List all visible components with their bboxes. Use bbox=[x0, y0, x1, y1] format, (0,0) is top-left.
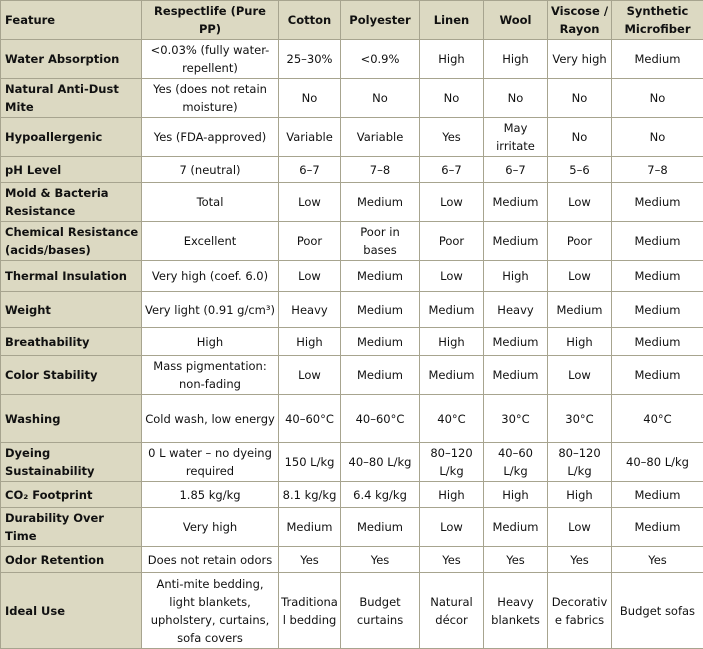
header-wool: Wool bbox=[484, 1, 548, 40]
row-label: pH Level bbox=[1, 157, 142, 183]
table-cell: Low bbox=[279, 183, 341, 222]
table-cell: 6.4 kg/kg bbox=[341, 482, 420, 508]
table-cell: Medium bbox=[612, 482, 703, 508]
table-cell: Low bbox=[548, 356, 612, 395]
table-cell: Medium bbox=[548, 292, 612, 328]
table-cell: Medium bbox=[484, 356, 548, 395]
table-cell: 8.1 kg/kg bbox=[279, 482, 341, 508]
table-cell: Medium bbox=[341, 356, 420, 395]
table-cell: Heavy bbox=[279, 292, 341, 328]
row-label: Weight bbox=[1, 292, 142, 328]
header-polyester: Polyester bbox=[341, 1, 420, 40]
table-cell: Very high bbox=[142, 508, 279, 547]
table-cell: Budget sofas bbox=[612, 573, 703, 649]
table-cell: Medium bbox=[612, 261, 703, 292]
table-cell: Low bbox=[548, 261, 612, 292]
table-cell: 7 (neutral) bbox=[142, 157, 279, 183]
row-label: Odor Retention bbox=[1, 547, 142, 573]
table-row bbox=[1, 40, 703, 79]
table-cell: Yes bbox=[341, 547, 420, 573]
table-cell: 6–7 bbox=[484, 157, 548, 183]
table-cell: Total bbox=[142, 183, 279, 222]
table-row bbox=[1, 356, 703, 395]
table-cell: High bbox=[548, 328, 612, 356]
header-cotton: Cotton bbox=[279, 1, 341, 40]
table-row bbox=[1, 482, 703, 508]
table-cell: <0.9% bbox=[341, 40, 420, 79]
table-cell: Variable bbox=[279, 118, 341, 157]
row-label: Color Stability bbox=[1, 356, 142, 395]
table-cell: Low bbox=[420, 183, 484, 222]
table-cell: Natural décor bbox=[420, 573, 484, 649]
table-cell: Poor bbox=[420, 222, 484, 261]
table-cell: Low bbox=[548, 183, 612, 222]
table-cell: 5–6 bbox=[548, 157, 612, 183]
table-cell: 80–120 L/kg bbox=[420, 443, 484, 482]
table-cell: 40–60°C bbox=[341, 395, 420, 443]
table-row bbox=[1, 292, 703, 328]
table-cell: Very high bbox=[548, 40, 612, 79]
table-cell: Heavy blankets bbox=[484, 573, 548, 649]
table-cell: No bbox=[612, 118, 703, 157]
table-cell: Medium bbox=[612, 356, 703, 395]
table-cell: Decorative fabrics bbox=[548, 573, 612, 649]
table-cell: 1.85 kg/kg bbox=[142, 482, 279, 508]
table-cell: Mass pigmentation: non-fading bbox=[142, 356, 279, 395]
row-label: Natural Anti-Dust Mite bbox=[1, 79, 142, 118]
table-row bbox=[1, 157, 703, 183]
table-cell: Very light (0.91 g/cm³) bbox=[142, 292, 279, 328]
table-cell: High bbox=[420, 40, 484, 79]
table-cell: Yes bbox=[420, 547, 484, 573]
row-label: Dyeing Sustainability bbox=[1, 443, 142, 482]
header-respectlife: Respectlife (Pure PP) bbox=[142, 1, 279, 40]
table-cell: High bbox=[484, 482, 548, 508]
table-row bbox=[1, 183, 703, 222]
table-cell: No bbox=[341, 79, 420, 118]
table-row bbox=[1, 118, 703, 157]
table-cell: Poor bbox=[548, 222, 612, 261]
table-cell: Medium bbox=[612, 183, 703, 222]
table-cell: Low bbox=[420, 261, 484, 292]
table-cell: Yes bbox=[548, 547, 612, 573]
table-cell: Heavy bbox=[484, 292, 548, 328]
table-cell: Medium bbox=[420, 356, 484, 395]
table-row bbox=[1, 573, 703, 649]
header-viscose: Viscose / Rayon bbox=[548, 1, 612, 40]
table-cell: Medium bbox=[612, 328, 703, 356]
table-cell: Low bbox=[279, 261, 341, 292]
table-cell: 40°C bbox=[420, 395, 484, 443]
table-row bbox=[1, 508, 703, 547]
table-cell: 6–7 bbox=[279, 157, 341, 183]
table-cell: Medium bbox=[484, 222, 548, 261]
table-cell: No bbox=[612, 79, 703, 118]
table-cell: Medium bbox=[612, 40, 703, 79]
table-cell: Does not retain odors bbox=[142, 547, 279, 573]
table-cell: 0 L water – no dyeing required bbox=[142, 443, 279, 482]
row-label: Breathability bbox=[1, 328, 142, 356]
table-cell: Medium bbox=[612, 292, 703, 328]
table-cell: Cold wash, low energy bbox=[142, 395, 279, 443]
table-cell: High bbox=[548, 482, 612, 508]
table-cell: 80–120 L/kg bbox=[548, 443, 612, 482]
table-cell: High bbox=[420, 328, 484, 356]
table-cell: Low bbox=[420, 508, 484, 547]
table-cell: High bbox=[279, 328, 341, 356]
table-cell: Medium bbox=[341, 292, 420, 328]
table-cell: Medium bbox=[341, 328, 420, 356]
table-cell: 30°C bbox=[484, 395, 548, 443]
table-cell: Medium bbox=[612, 222, 703, 261]
table-cell: No bbox=[420, 79, 484, 118]
table-cell: 7–8 bbox=[341, 157, 420, 183]
table-cell: Medium bbox=[279, 508, 341, 547]
table-cell: Medium bbox=[341, 183, 420, 222]
table-cell: Medium bbox=[420, 292, 484, 328]
table-cell: Medium bbox=[341, 261, 420, 292]
header-linen: Linen bbox=[420, 1, 484, 40]
table-row bbox=[1, 395, 703, 443]
row-label: Durability Over Time bbox=[1, 508, 142, 547]
table-cell: Medium bbox=[612, 508, 703, 547]
row-label: Chemical Resistance (acids/bases) bbox=[1, 222, 142, 261]
table-cell: Yes bbox=[612, 547, 703, 573]
table-cell: No bbox=[548, 79, 612, 118]
table-cell: 150 L/kg bbox=[279, 443, 341, 482]
header-feature: Feature bbox=[1, 1, 142, 40]
table-cell: 40–60 L/kg bbox=[484, 443, 548, 482]
table-cell: Yes bbox=[279, 547, 341, 573]
table-row bbox=[1, 79, 703, 118]
table-cell: No bbox=[279, 79, 341, 118]
table-cell: Poor in bases bbox=[341, 222, 420, 261]
table-cell: 25–30% bbox=[279, 40, 341, 79]
table-cell: Yes bbox=[420, 118, 484, 157]
table-cell: 40–60°C bbox=[279, 395, 341, 443]
table-cell: Medium bbox=[484, 183, 548, 222]
table-cell: High bbox=[484, 40, 548, 79]
table-cell: Variable bbox=[341, 118, 420, 157]
table-cell: Low bbox=[548, 508, 612, 547]
table-cell: No bbox=[484, 79, 548, 118]
table-cell: High bbox=[420, 482, 484, 508]
table-cell: Yes (FDA-approved) bbox=[142, 118, 279, 157]
table-cell: Medium bbox=[341, 508, 420, 547]
row-label: CO₂ Footprint bbox=[1, 482, 142, 508]
table-cell: No bbox=[548, 118, 612, 157]
table-cell: Budget curtains bbox=[341, 573, 420, 649]
table-cell: 40°C bbox=[612, 395, 703, 443]
header-microfiber: Synthetic Microfiber bbox=[612, 1, 703, 40]
table-cell: Poor bbox=[279, 222, 341, 261]
table-cell: High bbox=[142, 328, 279, 356]
table-row bbox=[1, 222, 703, 261]
table-cell: 30°C bbox=[548, 395, 612, 443]
table-cell: 40–80 L/kg bbox=[341, 443, 420, 482]
table-cell: High bbox=[484, 261, 548, 292]
table-cell: Yes (does not retain moisture) bbox=[142, 79, 279, 118]
table-row bbox=[1, 443, 703, 482]
table-cell: Traditional bedding bbox=[279, 573, 341, 649]
table-cell: <0.03% (fully water-repellent) bbox=[142, 40, 279, 79]
row-label: Water Absorption bbox=[1, 40, 142, 79]
header-row bbox=[1, 1, 703, 40]
table-cell: Anti-mite bedding, light blankets, upholstery, curtains, sofa covers bbox=[142, 573, 279, 649]
table-cell: 40–80 L/kg bbox=[612, 443, 703, 482]
table-cell: 6–7 bbox=[420, 157, 484, 183]
row-label: Thermal Insulation bbox=[1, 261, 142, 292]
table-cell: Medium bbox=[484, 328, 548, 356]
table-cell: Excellent bbox=[142, 222, 279, 261]
table-row bbox=[1, 328, 703, 356]
table-cell: May irritate bbox=[484, 118, 548, 157]
table-cell: 7–8 bbox=[612, 157, 703, 183]
row-label: Mold & Bacteria Resistance bbox=[1, 183, 142, 222]
table-cell: Low bbox=[279, 356, 341, 395]
row-label: Ideal Use bbox=[1, 573, 142, 649]
row-label: Washing bbox=[1, 395, 142, 443]
table-cell: Yes bbox=[484, 547, 548, 573]
table-cell: Very high (coef. 6.0) bbox=[142, 261, 279, 292]
table-cell: Medium bbox=[484, 508, 548, 547]
table-row bbox=[1, 547, 703, 573]
table-row bbox=[1, 261, 703, 292]
row-label: Hypoallergenic bbox=[1, 118, 142, 157]
